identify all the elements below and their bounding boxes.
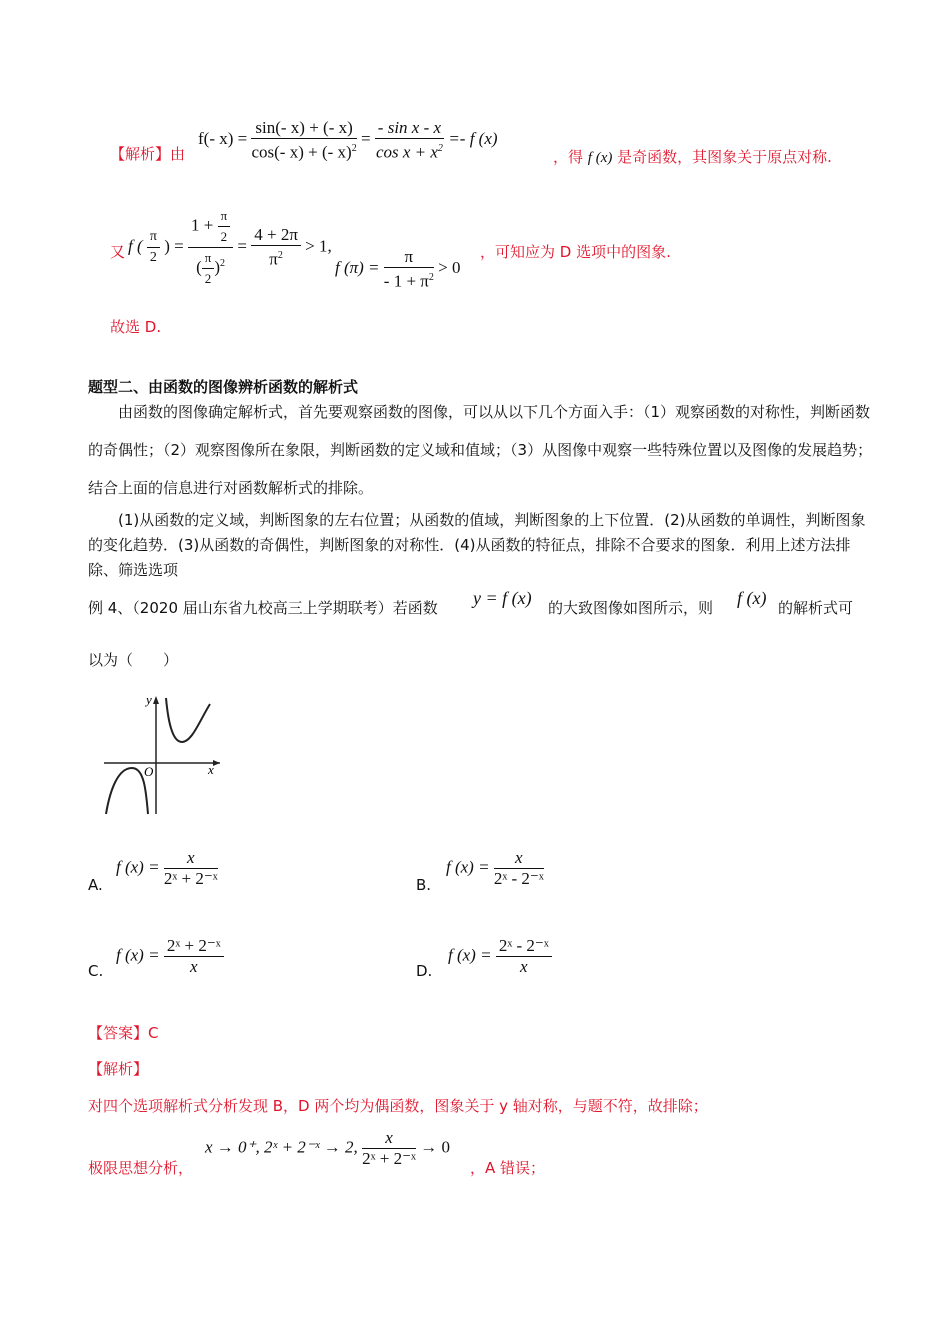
pi-over-2-den: 2 bbox=[149, 250, 157, 265]
option-c-formula bbox=[116, 936, 224, 977]
f-open: f ( bbox=[128, 236, 143, 256]
analysis-label: 【解析】由 bbox=[110, 145, 186, 163]
formula-odd-check bbox=[198, 118, 498, 163]
option-b-formula bbox=[446, 848, 544, 889]
function-graph bbox=[100, 690, 225, 818]
example4-suffix: 的解析式可 bbox=[778, 599, 854, 617]
greater-than-0: > 0 bbox=[438, 258, 461, 278]
sol1-fx: f (x) bbox=[587, 150, 613, 166]
curve-right-branch bbox=[166, 698, 210, 742]
fraction-1-num: sin(- x) + (- x) bbox=[251, 118, 356, 139]
formula-f-pi bbox=[335, 247, 460, 292]
example4-prefix: 例 4、（2020 届山东省九校高三上学期联考）若函数 bbox=[88, 599, 438, 617]
limit-expr: x → 0⁺, 2ˣ + 2⁻ˣ → 2, bbox=[205, 1137, 358, 1157]
option-a[interactable] bbox=[88, 876, 103, 894]
analysis-label-2: 【解析】 bbox=[88, 1060, 149, 1078]
formula-rhs: =- f (x) bbox=[448, 129, 498, 149]
greater-than-1: > 1, bbox=[305, 236, 332, 256]
origin-label: O bbox=[144, 764, 154, 779]
option-d-formula bbox=[448, 936, 552, 977]
option-a-letter: A. bbox=[88, 876, 103, 894]
option-d-fraction bbox=[496, 936, 552, 977]
y-axis-label: y bbox=[146, 692, 152, 707]
fraction-1-den: cos(- x) + (- x) bbox=[251, 142, 352, 162]
option-c-fraction bbox=[164, 936, 224, 977]
limit-fraction bbox=[362, 1128, 416, 1169]
f-pi-lhs: f (π) = bbox=[335, 258, 380, 278]
option-b-num: x bbox=[494, 848, 544, 869]
option-d-lhs: f (x) = bbox=[448, 945, 492, 965]
close-eq: ) = bbox=[164, 236, 184, 256]
curve-left-branch bbox=[106, 768, 148, 814]
option-c[interactable] bbox=[88, 962, 103, 980]
f-pi-fraction: $\frac{\pi}{- 1 + \pi^2}$ bbox=[383, 247, 434, 291]
option-c-num: 2ˣ + 2⁻ˣ bbox=[164, 936, 224, 957]
section-title: 题型二、由函数的图像辨析函数的解析式 bbox=[88, 378, 359, 396]
big-den-2: 2 bbox=[204, 271, 212, 286]
option-d-letter: D. bbox=[416, 962, 433, 980]
formula-f-pi-half bbox=[128, 206, 332, 289]
big-num-pi: π bbox=[218, 206, 231, 227]
option-c-lhs: f (x) = bbox=[116, 945, 160, 965]
f-pi-den: - 1 + π bbox=[383, 271, 429, 291]
option-a-formula bbox=[116, 848, 218, 889]
fraction-4-2pi-num: 4 + 2π bbox=[251, 225, 301, 246]
option-a-den: 2ˣ + 2⁻ˣ bbox=[163, 869, 218, 888]
example4-line1 bbox=[88, 597, 438, 618]
analysis-line-2-suffix: ，A 错误； bbox=[470, 1159, 546, 1177]
option-d[interactable] bbox=[416, 962, 432, 980]
fraction-2: $\frac{\text{- sin x - x}}{\cos x + x^2}$ bbox=[375, 118, 443, 162]
sol1-tail-a: ，得 bbox=[553, 148, 584, 166]
f-pi-num: π bbox=[384, 247, 434, 268]
equals-2: = bbox=[237, 236, 247, 256]
equals: = bbox=[360, 129, 371, 149]
option-b-fraction bbox=[494, 848, 544, 889]
sol1-tail-b: 是奇函数，其图象关于原点对称. bbox=[617, 148, 832, 166]
x-axis-label: x bbox=[208, 762, 214, 777]
limit-num: x bbox=[362, 1128, 416, 1149]
analysis-line-2-prefix: 极限思想分析， bbox=[88, 1159, 194, 1177]
limit-tail: → 0 bbox=[420, 1137, 450, 1157]
option-d-num: 2ˣ - 2⁻ˣ bbox=[496, 936, 552, 957]
fraction-2-num: - sin x - x bbox=[375, 118, 444, 139]
limit-den: 2ˣ + 2⁻ˣ bbox=[362, 1149, 416, 1168]
limit-formula bbox=[205, 1128, 450, 1169]
pi-over-2-num: π bbox=[147, 227, 160, 248]
option-c-letter: C. bbox=[88, 962, 104, 980]
option-a-num: x bbox=[164, 848, 218, 869]
option-b-letter: B. bbox=[416, 876, 432, 894]
x-axis-arrow bbox=[213, 760, 220, 766]
section-para-1: 由函数的图像确定解析式，首先要观察函数的图像，可以从以下几个方面入手：（1）观察函数的对称性，判断函数的奇偶性；（2）观察图像所在象限，判断函数的定义域和值域；（3）从图像中观察一些特殊位置以及图像的发展趋势；结合上面的信息进行对函数解析式的排除。 bbox=[88, 403, 873, 497]
big-fraction: 1 + $\frac{\pi}{2}$ ( $\frac{\pi}{2}$ )$^2$ bbox=[188, 206, 233, 289]
answer-label: 【答案】C bbox=[88, 1024, 159, 1042]
big-num-prefix: 1 + bbox=[190, 215, 214, 235]
option-c-den: x bbox=[189, 957, 198, 976]
fraction-4-2pi: $\frac{4 + 2\pi}{\pi^2}$ bbox=[251, 225, 301, 270]
big-den-pi: π bbox=[202, 248, 215, 269]
analysis-line-1: 对四个选项解析式分析发现 B，D 两个均为偶函数，图象关于 y 轴对称，与题不符，故排除； bbox=[88, 1097, 708, 1115]
sol2-tail: ，可知应为 D 选项中的图象. bbox=[480, 243, 671, 261]
option-a-fraction bbox=[164, 848, 218, 889]
example4-mid: 的大致图像如图所示，则 bbox=[548, 599, 714, 617]
option-b[interactable] bbox=[416, 876, 431, 894]
example4-line2: 以为（ ） bbox=[88, 651, 179, 669]
example4-fx: f (x) bbox=[737, 588, 767, 608]
section-para-2: (1)从函数的定义域，判断图象的左右位置；从函数的值域，判断图象的上下位置．(2)从函数的单调性，判断图象的变化趋势．(3)从函数的奇偶性，判断图象的对称性．(4)从函数的特征点，排除不合要求的图象．利用上述方法排除、筛选选项 bbox=[88, 511, 866, 579]
formula-lhs: f(- x) = bbox=[198, 129, 248, 149]
example4-yfx: y = f (x) bbox=[473, 588, 532, 608]
sol3-conclusion: 故选 D. bbox=[110, 318, 162, 336]
sol2-label: 又 bbox=[110, 243, 126, 261]
fraction-2-den: cos x + x bbox=[375, 142, 438, 162]
big-num-2: 2 bbox=[220, 229, 228, 244]
fraction-1: $\frac{\sin(- x) + (- x)}{\cos(- x) + (- x)^2}$ bbox=[251, 118, 357, 162]
option-d-den: x bbox=[520, 957, 528, 976]
sol1-tail bbox=[553, 146, 832, 167]
option-b-lhs: f (x) = bbox=[446, 857, 490, 877]
fraction-4-2pi-den: π bbox=[269, 249, 278, 269]
pi-over-2 bbox=[147, 227, 160, 268]
option-b-den: 2ˣ - 2⁻ˣ bbox=[493, 869, 544, 888]
option-a-lhs: f (x) = bbox=[116, 857, 160, 877]
y-axis-arrow bbox=[153, 696, 159, 704]
